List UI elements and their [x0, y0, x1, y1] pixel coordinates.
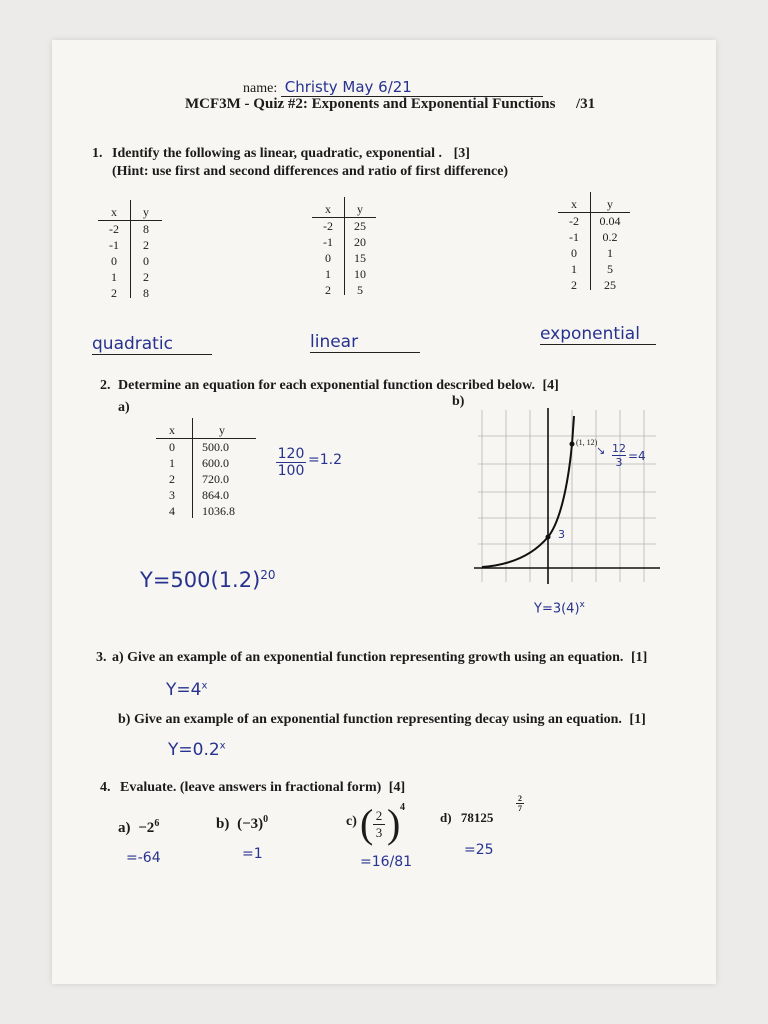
q4a [118, 818, 159, 837]
q2-answer-a-base: Y=500(1.2) [140, 568, 261, 592]
graph-arrow-icon: ↘ [596, 444, 606, 457]
q2-answer-b-base: Y=3(4) [534, 601, 580, 617]
graph-point-label: (1, 12) [576, 438, 598, 447]
q2-table [156, 422, 270, 519]
q4c-fraction [373, 808, 385, 841]
q4d-exp-numerator: 2 [518, 794, 522, 803]
q3b-text: b) Give an example of an exponential function representing decay using an equation. [118, 712, 622, 727]
q2-answer-a-exp: 20 [260, 568, 276, 582]
q2-marks: [4] [542, 378, 559, 393]
table-row: -2 8 [109, 222, 149, 236]
table-row: 1 5 [571, 262, 613, 276]
q4d-base: 78125 [460, 810, 494, 825]
q2-prompt [100, 378, 559, 394]
table-row: 2 5 [325, 283, 363, 297]
q4d-exp-denominator: 7 [518, 804, 522, 813]
q3b-marks: [1] [629, 712, 646, 727]
q4-prompt [100, 780, 405, 796]
q4a-label: a) [118, 820, 131, 836]
table-row: 0 0 [111, 254, 149, 268]
q2-part-b-label: b) [452, 394, 465, 409]
col-x-header: x [325, 202, 331, 216]
table-row: 4 1036.8 [169, 504, 235, 518]
q4c-label: c) [346, 814, 357, 829]
table-row: 0 1 [571, 246, 613, 260]
q4b-exp: 0 [263, 814, 269, 825]
q4c-denominator: 3 [375, 825, 383, 840]
q3a-marks: [1] [630, 650, 648, 665]
table-row: -1 20 [323, 235, 366, 249]
q1-table-3 [558, 196, 630, 293]
col-x-header: x [169, 423, 175, 437]
table-row: -2 0.04 [569, 214, 621, 228]
col-x-header: x [111, 205, 117, 219]
q1-table-1 [98, 204, 162, 301]
q4b-answer: =1 [242, 846, 263, 862]
q4b-label: b) [216, 816, 230, 832]
q2-answer-b [534, 600, 585, 616]
q4a-expr: −2 [138, 820, 155, 836]
q4d-answer: =25 [464, 842, 494, 858]
q3a-answer [166, 680, 207, 700]
q1-hint: (Hint: use first and second differences and ratio of first difference) [112, 164, 509, 179]
quiz-total: /31 [576, 96, 596, 112]
table-row: 1 2 [111, 270, 149, 284]
graph-intercept-label: 3 [558, 528, 565, 541]
q4c-numerator: 2 [373, 808, 385, 825]
q3a-answer-base: Y=4 [166, 680, 202, 700]
table-row: 2 720.0 [169, 472, 229, 486]
point-1-12 [570, 442, 575, 447]
col-x-header: x [571, 197, 577, 211]
ratio-fraction [276, 446, 306, 479]
q1-text: Identify the following as linear, quadratic, exponential . [112, 146, 443, 161]
q4a-exp: 6 [154, 818, 160, 829]
q1-table-2 [312, 201, 376, 298]
exponential-graph [470, 406, 670, 596]
q3b-answer [168, 740, 226, 760]
name-label: name: [243, 81, 278, 96]
q4c-answer: =16/81 [360, 854, 413, 870]
q4c-exp: 4 [400, 802, 405, 813]
table-row: 2 8 [111, 286, 149, 300]
q3a-text: a) Give an example of an exponential function representing growth using an equation. [112, 650, 624, 665]
col-y-header: y [219, 423, 225, 437]
table-row: 0 15 [325, 251, 366, 265]
table-row: 0 500.0 [169, 440, 229, 454]
q4a-answer: =-64 [126, 850, 161, 866]
col-y-header: y [607, 197, 613, 211]
graph-note-numerator: 12 [612, 442, 626, 455]
q1-prompt [92, 146, 470, 162]
q4b-expr: (−3) [237, 816, 264, 832]
ratio-numerator: 120 [277, 446, 305, 462]
table-row: 1 10 [325, 267, 366, 281]
table-row: -2 25 [323, 219, 366, 233]
q1-marks: [3] [453, 146, 470, 161]
table-row: 1 600.0 [169, 456, 229, 470]
ratio-denominator: 100 [277, 463, 305, 479]
q1-answer-3: exponential [540, 324, 656, 345]
ratio-result: =1.2 [308, 452, 342, 468]
q4b [216, 814, 268, 833]
col-y-header: y [357, 202, 363, 216]
q2-part-a-label: a) [118, 400, 130, 415]
q4d-exp-fraction [516, 794, 524, 813]
q1-answer-1: quadratic [92, 334, 212, 355]
q3a-prompt [96, 650, 647, 666]
q4d [440, 810, 493, 826]
q3b-prompt [118, 712, 646, 728]
y-intercept-point [546, 535, 551, 540]
table-row: -1 2 [109, 238, 149, 252]
graph-note-result: =4 [628, 449, 646, 463]
q4c-open-paren: ( [360, 801, 374, 846]
q3-number: 3. [96, 650, 107, 665]
graph-note-denominator: 3 [615, 456, 623, 469]
q4c-close-paren: ) [387, 801, 401, 846]
graph-note-fraction [612, 442, 626, 469]
quiz-title: MCF3M - Quiz #2: Exponents and Exponential Functions [185, 96, 556, 112]
table-row: 3 864.0 [169, 488, 229, 502]
q3b-answer-exp: x [219, 740, 226, 752]
table-row: 2 25 [571, 278, 616, 292]
table-row: -1 0.2 [569, 230, 618, 244]
q3a-answer-exp: x [201, 680, 208, 692]
q2-number: 2. [100, 378, 111, 393]
q2-answer-b-exp: x [579, 600, 585, 610]
q4d-label: d) [440, 810, 452, 825]
q1-number: 1. [92, 146, 103, 161]
name-row [243, 78, 543, 97]
q3b-answer-base: Y=0.2 [168, 740, 220, 760]
col-y-header: y [143, 205, 149, 219]
graph-grid [478, 410, 656, 582]
q4-marks: [4] [388, 780, 406, 795]
q2-answer-a [140, 568, 276, 592]
q2-text: Determine an equation for each exponential function described below. [118, 378, 536, 393]
q4-number: 4. [100, 780, 111, 795]
q4-text: Evaluate. (leave answers in fractional form) [120, 780, 382, 795]
q1-answer-2: linear [310, 332, 420, 353]
name-value: Christy May 6/21 [281, 78, 543, 97]
